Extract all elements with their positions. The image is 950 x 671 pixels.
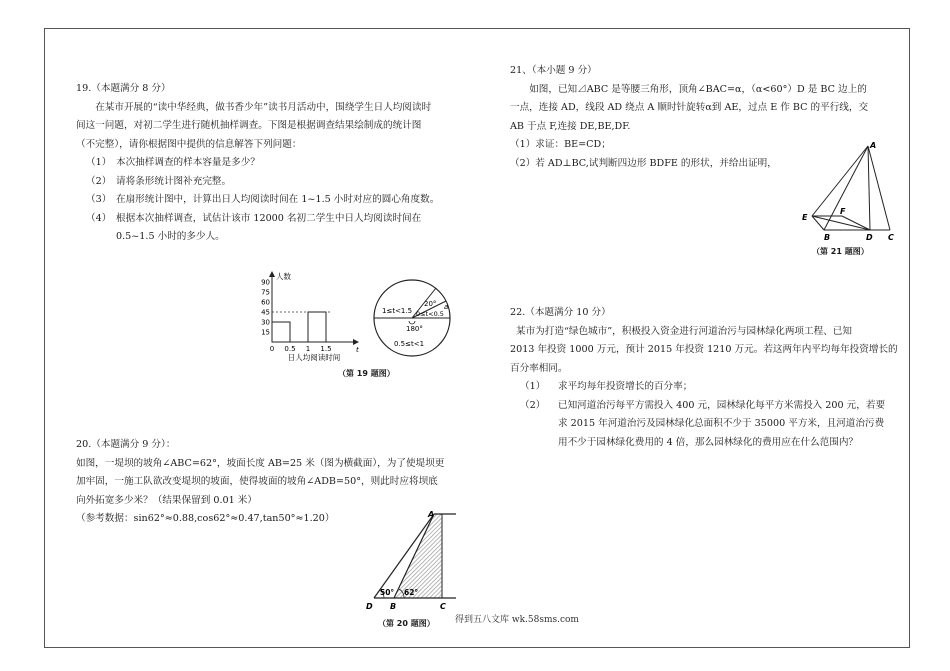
point-e: E: [802, 213, 808, 222]
q22-block: [510, 304, 902, 452]
q20-line-2: 加牢固，一施工队欲改变堤坝的坡面，使得坡面的坡角∠ADB=50°，则此时应将坝底: [76, 476, 438, 487]
angle-50-label: 50°: [380, 588, 395, 597]
bar-ytick: 60: [261, 298, 270, 307]
pie-label-1: 1≤t<1.5: [382, 307, 413, 315]
q19-item-1-text: 本次抽样调查的样本容量是多少？: [116, 157, 260, 168]
q22-item-2-text-a: 已知河道治污每平方需投入 400 元，园林绿化每平方米需投入 200 元，若要: [558, 399, 886, 411]
point-b: B: [824, 233, 831, 242]
q21-line-2: 一点，连接 AD，线段 AD 绕点 A 顺时针旋转α到 AE，过点 E 作 BC 的平行线，交: [510, 102, 869, 113]
dam-body: [394, 514, 442, 598]
q19-intro-1: 在某市开展的“读中华经典，做书香少年”读书月活动中，围绕学生日人均阅读时: [95, 101, 432, 113]
point-a: A: [870, 141, 877, 150]
bar-ytick: 90: [261, 278, 270, 287]
pie-label-6: 0.5≤t<1: [394, 340, 425, 348]
q19-intro-2: 间这一问题，对初二学生进行随机抽样调查。下图是根据调查结果绘制成的统计图: [76, 120, 422, 131]
q19-item-3-num: （3）: [86, 194, 112, 205]
bar-x-letter: t: [356, 346, 359, 354]
q21-caption: （第 21 题图）: [812, 247, 869, 256]
bar-x-ticks: [270, 345, 332, 353]
q22-line-2: 2013 年投资 1000 万元，预计 2015 年投资 1210 万元。若这两年内平均每年投资增长的: [510, 344, 898, 355]
point-c: C: [888, 233, 894, 242]
point-f: F: [840, 207, 846, 216]
point-c: C: [440, 602, 446, 611]
seg-de: [812, 216, 870, 230]
left-column: [76, 80, 476, 247]
seg-ab: [824, 146, 868, 230]
bar-y-ticks: [261, 279, 270, 337]
bar-xtick: 0.5: [284, 345, 296, 353]
bar-mark: [308, 312, 326, 342]
pie-label-2: 20°: [424, 300, 437, 308]
footer-watermark: 得到五八文库 wk.58sms.com: [455, 615, 579, 625]
q20-line-3: 向外拓宽多少米？（结果保留到 0.01 米）: [76, 494, 257, 506]
q22-line-1: 某市为打造“绿色城市”，积极投入资金进行河道治污与园林绿化两项工程、已知: [516, 325, 852, 337]
pie-angle-arc: [409, 321, 415, 324]
q19-item-3-text: 在扇形统计图中，计算出日人均阅读时间在 1~1.5 小时对应的圆心角度数。: [116, 194, 440, 205]
q19-item-4-num: （4）: [86, 212, 112, 224]
q21-item-2: （2）若 AD⊥BC,试判断四边形 BDFE 的形状，并给出证明，: [510, 157, 777, 169]
q22-item-2-text-b: 求 2015 年河道治污及园林绿化总面积不少于 35000 平方米，且河道治污费: [558, 418, 885, 429]
q19-pie-chart: [370, 276, 458, 362]
q21-header: 21、（本小题 9 分）: [510, 65, 597, 76]
q20-reference-data: （参考数据：sin62°≈0.88,cos62°≈0.47,tan50°≈1.20）: [76, 513, 335, 524]
seg-ae: [812, 146, 868, 216]
point-b: B: [390, 602, 397, 611]
pie-label-5: 180°: [406, 325, 423, 333]
pie-label-3: a: [444, 303, 449, 311]
point-a: A: [428, 510, 435, 519]
q21-line-3: AB 于点 F,连接 DE,BE,DF.: [510, 120, 631, 132]
q19-header: 19.（本题满分 8 分）: [76, 83, 171, 94]
seg-df: [842, 216, 870, 230]
q22-item-2-num: （2）: [520, 399, 546, 411]
q19-intro-3: （不完整），请你根据图中提供的信息解答下列问题：: [76, 138, 302, 150]
q19-bar-chart: [252, 270, 364, 362]
seg-ad: [868, 146, 870, 230]
q19-item-1: [76, 154, 476, 173]
q22-item-2: [510, 397, 902, 416]
bar-ytick: 15: [261, 328, 270, 337]
bar-ytick: 45: [261, 308, 270, 317]
point-d: D: [866, 233, 873, 242]
q22-item-2-text-c: 用不少于园林绿化费用的 4 倍，那么园林绿化的费用应在什么范围内？: [558, 436, 859, 448]
angle-62-label: 62°: [404, 588, 419, 597]
bar-xtick: 1: [305, 345, 311, 353]
q19-item-4: [76, 210, 476, 229]
q20-header: 20.（本题满分 9 分）：: [76, 439, 176, 450]
q22-item-1-text: 求平均每年投资增长的百分率；: [558, 381, 693, 392]
pie-label-4: 0≤t<0.5: [416, 310, 444, 318]
bar-ylabel: 人数: [276, 272, 291, 281]
q19-item-1-num: （1）: [86, 157, 112, 168]
q19-item-4-cont: 0.5~1.5 小时的多少人。: [116, 231, 225, 242]
q21-item-1: （1）求证：BE=CD；: [510, 139, 611, 150]
bar-xtick: 0: [269, 345, 275, 353]
q19-caption: （第 19 题图）: [338, 369, 395, 378]
q22-item-1: [510, 378, 902, 397]
point-d: D: [366, 602, 373, 611]
q19-item-4-text: 根据本次抽样调查，试估计该市 12000 名初二学生中日人均阅读时间在: [116, 212, 422, 224]
q19-item-2: [76, 173, 476, 192]
q22-line-3: 百分率相同。: [510, 362, 568, 374]
bar-xlabel: 日人均阅读时间: [287, 353, 341, 362]
q19-item-2-text: 请将条形统计图补充完整。: [116, 175, 232, 187]
bar-mark: [272, 322, 290, 342]
q22-item-1-num: （1）: [520, 381, 546, 392]
q21-line-1: 如图，已知⊿ABC 是等腰三角形，顶角∠BAC=α，（α<60°）D 是 BC 边上的: [529, 83, 867, 95]
seg-ac: [868, 146, 890, 230]
q20-line-1: 如图，一堤坝的坡角∠ABC=62°，坡面长度 AB=25 米（图为横截面），为了使堤坝更: [76, 457, 445, 469]
bar-ytick: 30: [261, 318, 270, 327]
q20-caption: （第 20 题图）: [378, 619, 435, 628]
q19-item-3: [76, 191, 476, 210]
q22-header: 22.（本题满分 10 分）: [510, 307, 611, 318]
q19-item-2-num: （2）: [86, 175, 112, 187]
bar-xtick: 1.5: [320, 345, 332, 353]
q20-figure: [362, 508, 468, 612]
q21-figure: [798, 140, 902, 246]
bar-ytick: 75: [261, 288, 270, 297]
